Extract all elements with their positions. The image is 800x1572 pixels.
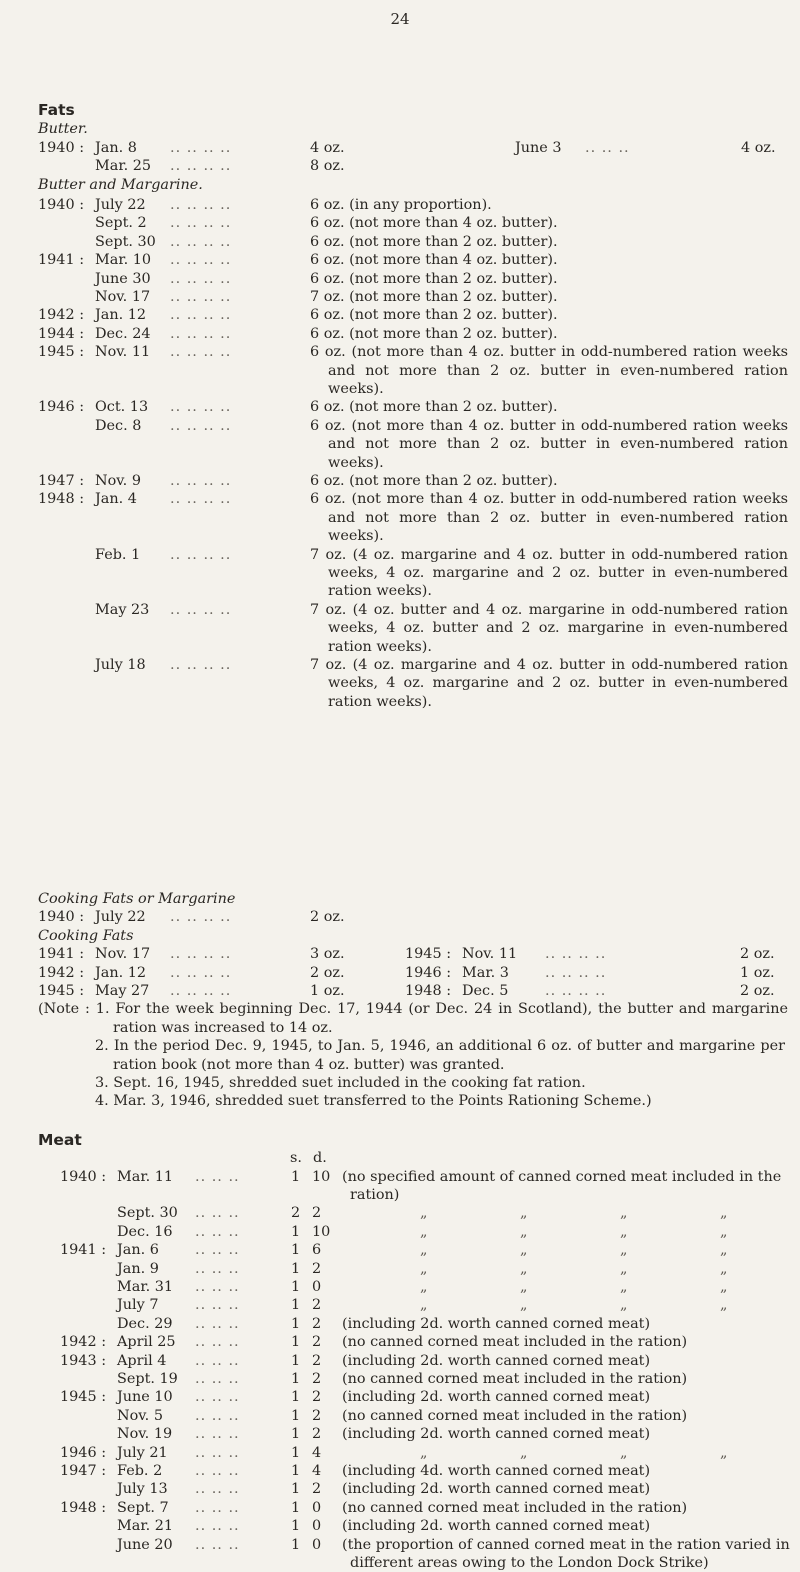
meat-col-d: d. <box>313 1150 327 1167</box>
leader-dots: .. .. .. <box>195 1223 240 1240</box>
meat-note: (the proportion of canned corned meat in the ration varied in different areas owing to the London Dock Strike) <box>342 1536 790 1571</box>
ditto-mark: „ <box>520 1223 528 1240</box>
meat-year: 1941 : <box>60 1242 107 1259</box>
butter-margarine-date: Nov. 11 <box>95 344 151 361</box>
meat-d: 2 <box>312 1426 322 1443</box>
meat-d: 10 <box>312 1223 331 1240</box>
butter-margarine-date: June 30 <box>95 270 151 287</box>
meat-s: 1 <box>291 1389 301 1406</box>
butter-margarine-text: 6 oz. (not more than 2 oz. butter). <box>310 399 558 416</box>
leader-dots: .. .. .. .. <box>170 909 232 926</box>
meat-d: 0 <box>312 1279 322 1295</box>
ditto-mark: „ <box>720 1444 728 1461</box>
butter-margarine-year: 1941 : <box>38 252 85 269</box>
ditto-mark: „ <box>520 1444 528 1461</box>
ditto-mark: „ <box>520 1260 528 1277</box>
ditto-mark: „ <box>420 1279 428 1295</box>
cf-year-2: 1945 : <box>405 946 452 963</box>
ditto-mark: „ <box>720 1279 728 1295</box>
leader-dots: .. .. .. .. <box>170 140 232 156</box>
meat-year: 1946 : <box>60 1444 107 1461</box>
cf-date-2: Nov. 11 <box>462 946 518 963</box>
leader-dots: .. .. .. .. <box>170 233 232 250</box>
meat-d: 4 <box>312 1463 322 1479</box>
ditto-mark: „ <box>420 1297 428 1314</box>
butter-margarine-date: July 18 <box>95 657 146 673</box>
ditto-mark: „ <box>420 1223 428 1240</box>
meat-d: 4 <box>312 1444 322 1461</box>
ditto-mark: „ <box>720 1260 728 1277</box>
butter-margarine-date: Jan. 4 <box>95 491 137 508</box>
cf-date: Jan. 12 <box>95 964 147 981</box>
meat-s: 1 <box>291 1463 301 1479</box>
meat-d: 2 <box>312 1315 322 1332</box>
page-number: 24 <box>390 10 410 28</box>
meat-date: July 21 <box>117 1444 168 1461</box>
meat-s: 1 <box>291 1279 301 1295</box>
ditto-mark: „ <box>420 1205 428 1222</box>
butter-margarine-text: 6 oz. (not more than 4 oz. butter in odd-numbered ration weeks and not more than 2 oz. butter in even-numbered ration weeks). <box>310 417 788 471</box>
meat-s: 1 <box>291 1242 301 1259</box>
butter-margarine-date: Dec. 8 <box>95 417 142 434</box>
meat-note: (including 2d. worth canned corned meat) <box>342 1352 651 1369</box>
meat-date: July 7 <box>117 1297 159 1314</box>
leader-dots: .. .. .. <box>195 1463 240 1479</box>
subtitle-cooking-fats-or-margarine: Cooking Fats or Margarine <box>38 891 236 907</box>
butter-margarine-date: Mar. 10 <box>95 252 152 269</box>
meat-d: 2 <box>312 1371 322 1387</box>
cf-date: Nov. 17 <box>95 946 151 963</box>
leader-dots: .. .. .. <box>195 1205 240 1222</box>
meat-year: 1943 : <box>60 1352 107 1369</box>
leader-dots: .. .. .. <box>195 1426 240 1443</box>
leader-dots: .. .. .. .. <box>545 983 607 999</box>
meat-s: 1 <box>291 1444 301 1461</box>
meat-date: Mar. 31 <box>117 1279 174 1295</box>
cf-amount: 2 oz. <box>310 964 345 981</box>
meat-d: 2 <box>312 1297 322 1314</box>
meat-d: 2 <box>312 1260 322 1277</box>
subtitle-butter: Butter. <box>38 121 88 137</box>
leader-dots: .. .. .. .. <box>170 491 232 508</box>
note-2: 2. In the period Dec. 9, 1945, to Jan. 5, 1946, an additional 6 oz. of butter and margarine per ration book (not more than 4 oz. butter) was granted. <box>95 1038 785 1073</box>
butter-margarine-text: 6 oz. (not more than 2 oz. butter). <box>310 233 558 250</box>
butter-margarine-text: 6 oz. (not more than 4 oz. butter). <box>310 252 558 269</box>
meat-date: April 4 <box>117 1352 167 1369</box>
meat-s: 2 <box>291 1205 301 1222</box>
butter-margarine-date: Jan. 12 <box>95 307 147 324</box>
butter-margarine-date: May 23 <box>95 601 150 618</box>
leader-dots: .. .. .. <box>195 1352 240 1369</box>
butter-margarine-text: 6 oz. (not more than 4 oz. butter in odd-numbered ration weeks and not more than 2 oz. butter in even-numbered ration weeks). <box>310 344 788 397</box>
leader-dots: .. .. .. .. <box>170 964 232 981</box>
subtitle-butter-margarine: Butter and Margarine. <box>38 177 203 193</box>
meat-date: Dec. 29 <box>117 1315 173 1332</box>
cf-amount: 1 oz. <box>310 983 345 999</box>
meat-d: 2 <box>312 1407 322 1424</box>
leader-dots: .. .. .. .. <box>545 946 607 963</box>
butter-margarine-text: 6 oz. (not more than 4 oz. butter). <box>310 215 558 232</box>
meat-s: 1 <box>291 1315 301 1332</box>
cf-amount-2: 2 oz. <box>740 983 775 999</box>
cfm-year: 1940 : <box>38 909 85 926</box>
meat-date: Jan. 6 <box>117 1242 159 1259</box>
butter-margarine-year: 1948 : <box>38 491 85 508</box>
ditto-mark: „ <box>420 1444 428 1461</box>
leader-dots: .. .. .. <box>195 1389 240 1406</box>
meat-s: 1 <box>291 1518 301 1535</box>
meat-date: July 13 <box>117 1481 168 1498</box>
leader-dots: .. .. .. <box>195 1242 240 1259</box>
leader-dots: .. .. .. .. <box>170 983 232 999</box>
butter-margarine-date: Feb. 1 <box>95 546 141 563</box>
meat-s: 1 <box>291 1334 301 1351</box>
ditto-mark: „ <box>520 1242 528 1259</box>
cf-amount: 3 oz. <box>310 946 345 963</box>
cf-date-2: Mar. 3 <box>462 964 509 981</box>
ditto-mark: „ <box>620 1223 628 1240</box>
butter-margarine-text: 7 oz. (4 oz. margarine and 4 oz. butter in odd-numbered ration weeks, 4 oz. margarine and 2 oz. butter in even-numbered ration weeks). <box>310 546 788 600</box>
cf-date: May 27 <box>95 983 150 999</box>
butter-margarine-text: 7 oz. (not more than 2 oz. butter). <box>310 289 558 305</box>
butter-margarine-text: 6 oz. (not more than 4 oz. butter in odd-numbered ration weeks and not more than 2 oz. butter in even-numbered ration weeks). <box>310 491 788 545</box>
butter-amount-2: 4 oz. <box>741 140 776 156</box>
leader-dots: .. .. .. <box>195 1334 240 1351</box>
meat-note: (including 2d. worth canned corned meat) <box>342 1518 651 1535</box>
ditto-mark: „ <box>520 1297 528 1314</box>
meat-s: 1 <box>291 1223 301 1240</box>
butter-margarine-text: 6 oz. (in any proportion). <box>310 197 492 213</box>
meat-note: (including 2d. worth canned corned meat) <box>342 1389 651 1406</box>
ditto-mark: „ <box>520 1205 528 1222</box>
butter-margarine-text: 6 oz. (not more than 2 oz. butter). <box>310 325 558 342</box>
meat-d: 2 <box>312 1389 322 1406</box>
meat-year: 1947 : <box>60 1463 107 1479</box>
meat-d: 2 <box>312 1334 322 1351</box>
meat-date: June 10 <box>117 1389 173 1406</box>
leader-dots: .. .. .. .. <box>170 601 232 618</box>
butter-margarine-year: 1940 : <box>38 197 85 213</box>
butter-margarine-text: 7 oz. (4 oz. butter and 4 oz. margarine in odd-numbered ration weeks, 4 oz. butter and 2 oz. margarine in even-numbered ration weeks). <box>310 601 788 655</box>
cf-year: 1945 : <box>38 983 85 999</box>
meat-note: (including 4d. worth canned corned meat) <box>342 1463 651 1479</box>
meat-note: (including 2d. worth canned corned meat) <box>342 1315 651 1332</box>
leader-dots: .. .. .. .. <box>170 215 232 232</box>
leader-dots: .. .. .. <box>195 1518 240 1535</box>
leader-dots: .. .. .. <box>195 1536 240 1553</box>
butter-margarine-year: 1945 : <box>38 344 85 361</box>
cf-year: 1942 : <box>38 964 85 981</box>
butter-margarine-date: Nov. 9 <box>95 473 141 489</box>
leader-dots: .. .. .. <box>585 140 630 156</box>
meat-year: 1940 : <box>60 1168 107 1185</box>
butter-margarine-year: 1942 : <box>38 307 85 324</box>
butter-margarine-text: 6 oz. (not more than 2 oz. butter). <box>310 307 558 324</box>
leader-dots: .. .. .. .. <box>170 546 232 563</box>
meat-s: 1 <box>291 1426 301 1443</box>
meat-d: 10 <box>312 1168 331 1185</box>
meat-col-s: s. <box>290 1150 302 1167</box>
leader-dots: .. .. .. .. <box>170 344 232 361</box>
ditto-mark: „ <box>520 1279 528 1295</box>
butter-margarine-year: 1944 : <box>38 325 85 342</box>
butter-margarine-date: Sept. 30 <box>95 233 156 250</box>
ditto-mark: „ <box>620 1205 628 1222</box>
meat-date: Mar. 21 <box>117 1518 174 1535</box>
leader-dots: .. .. .. <box>195 1499 240 1516</box>
meat-date: Nov. 19 <box>117 1426 173 1443</box>
meat-d: 0 <box>312 1518 322 1535</box>
leader-dots: .. .. .. .. <box>170 252 232 269</box>
meat-d: 0 <box>312 1536 322 1553</box>
meat-s: 1 <box>291 1481 301 1498</box>
meat-s: 1 <box>291 1371 301 1387</box>
butter-year: 1940 : <box>38 140 85 156</box>
ditto-mark: „ <box>720 1297 728 1314</box>
butter-margarine-date: Sept. 2 <box>95 215 147 232</box>
section-title-fats: Fats <box>38 101 75 119</box>
butter-margarine-date: Nov. 17 <box>95 289 151 305</box>
meat-note: (including 2d. worth canned corned meat) <box>342 1426 651 1443</box>
butter-date: Jan. 8 <box>95 140 137 156</box>
cfm-date: July 22 <box>95 909 146 926</box>
leader-dots: .. .. .. .. <box>170 946 232 963</box>
ditto-mark: „ <box>620 1297 628 1314</box>
ditto-mark: „ <box>620 1279 628 1295</box>
ditto-mark: „ <box>720 1242 728 1259</box>
butter-margarine-year: 1946 : <box>38 399 85 416</box>
leader-dots: .. .. .. <box>195 1371 240 1387</box>
leader-dots: .. .. .. .. <box>170 657 232 673</box>
meat-note: (no canned corned meat included in the ration) <box>342 1407 688 1424</box>
meat-date: Dec. 16 <box>117 1223 173 1240</box>
leader-dots: .. .. .. .. <box>170 325 232 342</box>
meat-date: Nov. 5 <box>117 1407 163 1424</box>
butter-margarine-year: 1947 : <box>38 473 85 489</box>
butter-amount: 8 oz. <box>310 158 345 175</box>
leader-dots: .. .. .. .. <box>170 307 232 324</box>
butter-margarine-text: 7 oz. (4 oz. margarine and 4 oz. butter in odd-numbered ration weeks, 4 oz. margarine and 2 oz. butter in even-numbered ration weeks). <box>310 657 788 710</box>
meat-s: 1 <box>291 1260 301 1277</box>
meat-year: 1948 : <box>60 1499 107 1516</box>
butter-amount: 4 oz. <box>310 140 345 156</box>
meat-note: (no canned corned meat included in the ration) <box>342 1371 688 1387</box>
meat-year: 1942 : <box>60 1334 107 1351</box>
butter-margarine-date: Dec. 24 <box>95 325 151 342</box>
cf-year: 1941 : <box>38 946 85 963</box>
cf-amount-2: 1 oz. <box>740 964 775 981</box>
ditto-mark: „ <box>720 1223 728 1240</box>
meat-date: Sept. 19 <box>117 1371 178 1387</box>
leader-dots: .. .. .. .. <box>170 417 232 434</box>
leader-dots: .. .. .. .. <box>170 399 232 416</box>
meat-note: (no canned corned meat included in the ration) <box>342 1499 688 1516</box>
meat-note: (no canned corned meat included in the ration) <box>342 1334 688 1351</box>
note-3: 3. Sept. 16, 1945, shredded suet included in the cooking fat ration. <box>95 1075 586 1091</box>
leader-dots: .. .. .. .. <box>170 158 232 175</box>
leader-dots: .. .. .. <box>195 1279 240 1295</box>
meat-d: 0 <box>312 1499 322 1516</box>
meat-date: Feb. 2 <box>117 1463 163 1479</box>
meat-date: June 20 <box>117 1536 173 1553</box>
meat-d: 2 <box>312 1205 322 1222</box>
butter-date-2: June 3 <box>515 140 562 156</box>
leader-dots: .. .. .. .. <box>170 197 232 213</box>
ditto-mark: „ <box>620 1260 628 1277</box>
leader-dots: .. .. .. <box>195 1444 240 1461</box>
cfm-amount: 2 oz. <box>310 909 345 926</box>
meat-year: 1945 : <box>60 1389 107 1406</box>
cf-year-2: 1948 : <box>405 983 452 999</box>
note-1: (Note : 1. For the week beginning Dec. 17, 1944 (or Dec. 24 in Scotland), the butter and margarine ration was increased to 14 oz. <box>38 1001 788 1036</box>
meat-d: 2 <box>312 1352 322 1369</box>
meat-s: 1 <box>291 1168 301 1185</box>
cf-amount-2: 2 oz. <box>740 946 775 963</box>
meat-s: 1 <box>291 1407 301 1424</box>
butter-margarine-date: Oct. 13 <box>95 399 149 416</box>
ditto-mark: „ <box>620 1444 628 1461</box>
cf-date-2: Dec. 5 <box>462 983 509 999</box>
section-title-meat: Meat <box>38 1130 82 1149</box>
meat-s: 1 <box>291 1536 301 1553</box>
meat-note: (no specified amount of canned corned meat included in the ration) <box>342 1168 782 1203</box>
butter-date: Mar. 25 <box>95 158 152 175</box>
leader-dots: .. .. .. .. <box>170 289 232 305</box>
leader-dots: .. .. .. <box>195 1315 240 1332</box>
leader-dots: .. .. .. <box>195 1260 240 1277</box>
meat-s: 1 <box>291 1499 301 1516</box>
leader-dots: .. .. .. .. <box>170 270 232 287</box>
ditto-mark: „ <box>420 1242 428 1259</box>
butter-margarine-text: 6 oz. (not more than 2 oz. butter). <box>310 270 558 287</box>
subtitle-cooking-fats: Cooking Fats <box>38 927 134 944</box>
butter-margarine-text: 6 oz. (not more than 2 oz. butter). <box>310 473 558 489</box>
meat-date: Sept. 30 <box>117 1205 178 1222</box>
cf-year-2: 1946 : <box>405 964 452 981</box>
meat-date: Mar. 11 <box>117 1168 174 1185</box>
leader-dots: .. .. .. .. <box>170 473 232 489</box>
meat-date: Sept. 7 <box>117 1499 169 1516</box>
leader-dots: .. .. .. <box>195 1297 240 1314</box>
leader-dots: .. .. .. <box>195 1481 240 1498</box>
leader-dots: .. .. .. <box>195 1168 240 1185</box>
butter-margarine-date: July 22 <box>95 197 146 213</box>
meat-note: (including 2d. worth canned corned meat) <box>342 1481 651 1498</box>
ditto-mark: „ <box>420 1260 428 1277</box>
meat-date: Jan. 9 <box>117 1260 159 1277</box>
meat-date: April 25 <box>117 1334 176 1351</box>
ditto-mark: „ <box>620 1242 628 1259</box>
meat-d: 6 <box>312 1242 322 1259</box>
leader-dots: .. .. .. .. <box>545 964 607 981</box>
meat-s: 1 <box>291 1297 301 1314</box>
leader-dots: .. .. .. <box>195 1407 240 1424</box>
note-4: 4. Mar. 3, 1946, shredded suet transferred to the Points Rationing Scheme.) <box>95 1093 652 1110</box>
ditto-mark: „ <box>720 1205 728 1222</box>
meat-s: 1 <box>291 1352 301 1369</box>
meat-d: 2 <box>312 1481 322 1498</box>
